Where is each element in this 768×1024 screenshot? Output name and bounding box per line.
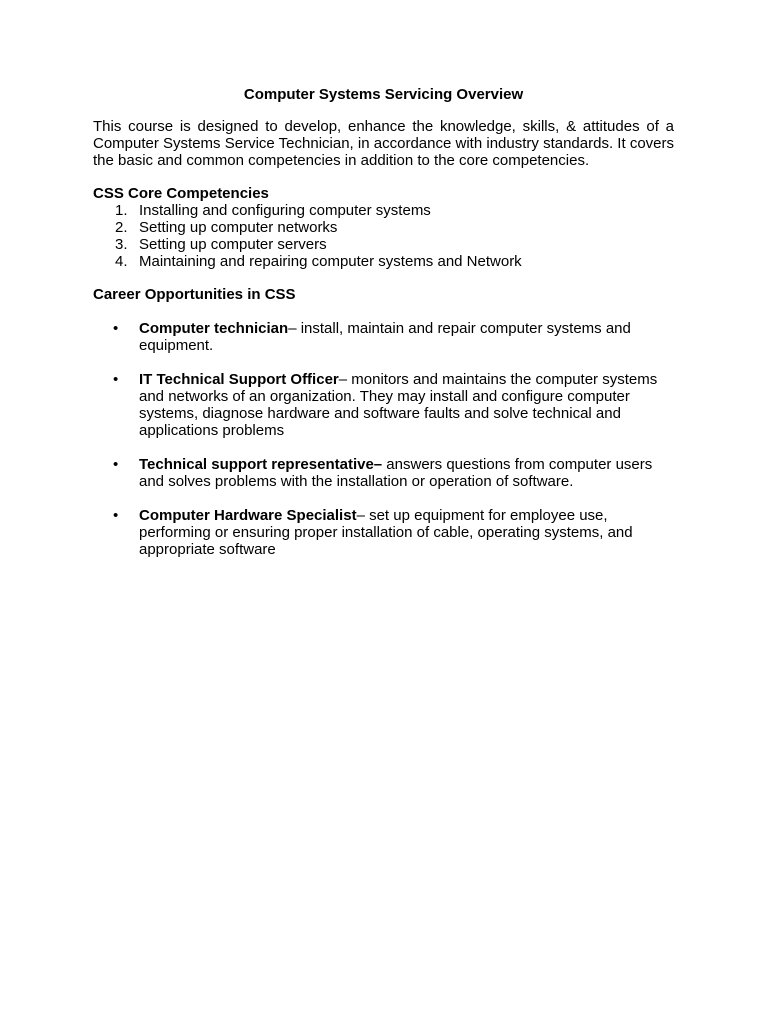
document-title: Computer Systems Servicing Overview	[243, 86, 524, 103]
core-competencies-heading: CSS Core Competencies	[93, 185, 269, 202]
list-number: 2.	[115, 219, 128, 236]
bullet-icon: •	[113, 371, 119, 388]
core-competencies-list	[93, 202, 674, 270]
list-number: 1.	[115, 202, 128, 219]
career-title: Technical support representative–	[139, 456, 383, 473]
career-description: – install, maintain and repair computer systems and equipment.	[139, 320, 631, 354]
career-entry	[139, 371, 674, 439]
career-title: Computer Hardware Specialist	[139, 507, 357, 524]
list-item	[93, 202, 674, 219]
list-item-text: Setting up computer servers	[139, 236, 327, 253]
career-description: – monitors and maintains the computer systems and networks of an organization. They may install and configure computer systems, diagnose hardware and software faults and solve technical and applications problems	[139, 371, 658, 439]
career-opportunities-list	[93, 320, 674, 558]
bullet-icon: •	[113, 456, 119, 473]
list-item-text: Installing and configuring computer systems	[139, 202, 431, 219]
list-number: 3.	[115, 236, 128, 253]
list-item-text: Setting up computer networks	[139, 219, 338, 236]
career-description: answers questions from computer users and solves problems with the installation or operation of software.	[139, 456, 653, 490]
bullet-icon: •	[113, 507, 119, 524]
list-number: 4.	[115, 253, 128, 270]
list-item	[93, 456, 674, 490]
bullet-icon: •	[113, 320, 119, 337]
list-item	[93, 236, 674, 253]
list-item	[93, 219, 674, 236]
career-title: Computer technician	[139, 320, 289, 337]
career-opportunities-heading: Career Opportunities in CSS	[93, 286, 296, 303]
list-item	[93, 507, 674, 558]
career-entry	[139, 507, 674, 558]
list-item	[93, 253, 674, 270]
intro-paragraph: This course is designed to develop, enhance the knowledge, skills, & attitudes of a Computer Systems Service Technician, in accordance with industry standards. It covers the basic and common competencies in addition to the core competencies.	[93, 118, 674, 169]
list-item	[93, 371, 674, 439]
list-item-text: Maintaining and repairing computer systems and Network	[139, 253, 522, 270]
list-item	[93, 320, 674, 354]
career-entry	[139, 320, 674, 354]
career-description: – set up equipment for employee use, performing or ensuring proper installation of cable, operating systems, and appropriate software	[139, 507, 633, 558]
career-entry	[139, 456, 674, 490]
career-title: IT Technical Support Officer	[139, 371, 339, 388]
